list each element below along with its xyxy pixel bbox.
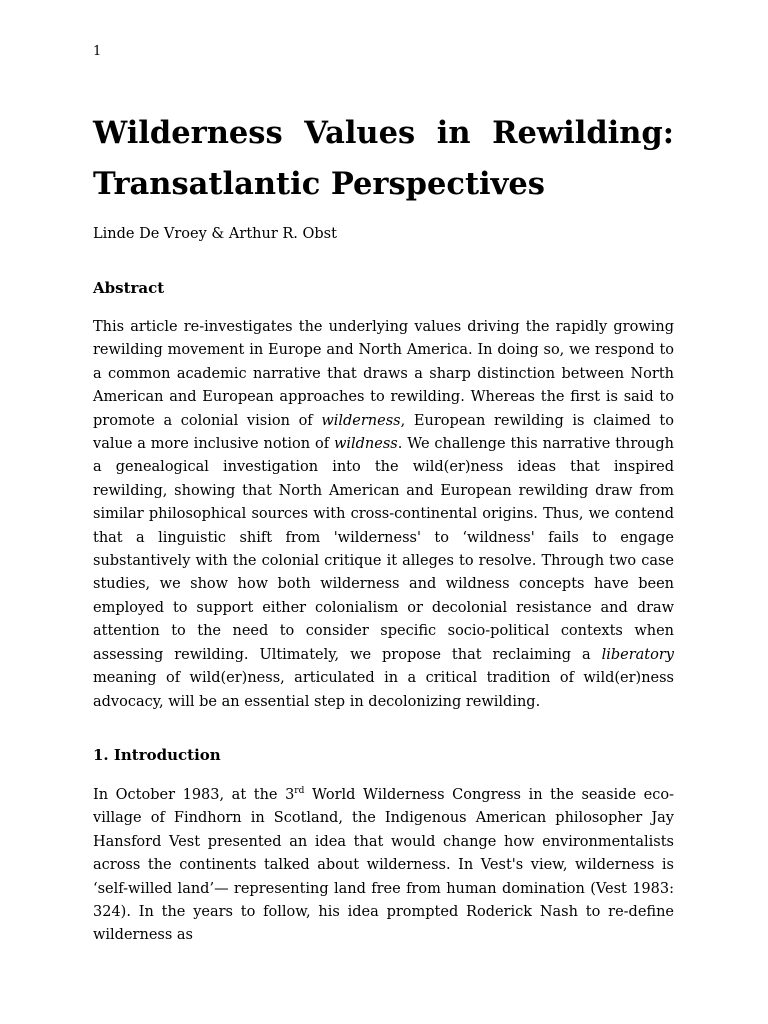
paper-title: Wilderness Values in Rewilding: Transatlantic Perspectives [93, 115, 674, 202]
abstract-text-segment: This article re-investigates the underlying values driving the rapidly growing rewilding movement in Europe and North America. In doing so, we respond to a common academic narrative that draws a sharp distinction between North American and European approaches to rewilding. Whereas the first is said to promote a colonial vision of [93, 319, 674, 429]
abstract-italic-term: wilderness [321, 412, 401, 429]
intro-text-segment: World Wilderness Congress in the seaside eco-village of Findhorn in Scotland, the Indigenous American philosopher Jay Hansford Vest presented an idea that would change how environmentalists across the continents talked about wilderness. In Vest's view, wilderness is ‘self-willed land’— representing land free from human domination (Vest 1983: 324). In the years to follow, his idea prompted Roderick Nash to re-define wilderness as [93, 787, 674, 944]
abstract-heading: Abstract [93, 279, 165, 297]
introduction-paragraph [93, 784, 674, 948]
abstract-text-segment: . We challenge this narrative through a genealogical investigation into the wild(er)ness ideas that inspired rewilding, showing that North American and European rewilding draw from similar philosophical sources with cross-continental origins. Thus, we contend that a linguistic shift from 'wilderness' to ‘wildness' fails to engage substantively with the colonial critique it alleges to resolve. Through two case studies, we show how both wilderness and wildness concepts have been employed to support either colonialism or decolonial resistance and draw attention to the need to consider specific socio-political contexts when assessing rewilding. Ultimately, we propose that reclaiming a [93, 436, 674, 663]
abstract-text-segment: meaning of wild(er)ness, articulated in a critical tradition of wild(er)ness advocacy, will be an essential step in decolonizing rewilding. [93, 670, 674, 710]
intro-text-segment: In October 1983, at the 3 [93, 787, 295, 803]
introduction-heading: 1. Introduction [93, 746, 221, 764]
abstract-paragraph [93, 316, 674, 714]
abstract-text-segment: , European rewilding is claimed to value a more inclusive notion of [93, 412, 674, 453]
abstract-italic-term: liberatory [601, 646, 674, 663]
author-list: Linde De Vroey & Arthur R. Obst [93, 226, 337, 242]
page-number: 1 [93, 44, 102, 59]
abstract-italic-term: wildness [333, 436, 398, 453]
ordinal-superscript: rd [294, 786, 305, 797]
